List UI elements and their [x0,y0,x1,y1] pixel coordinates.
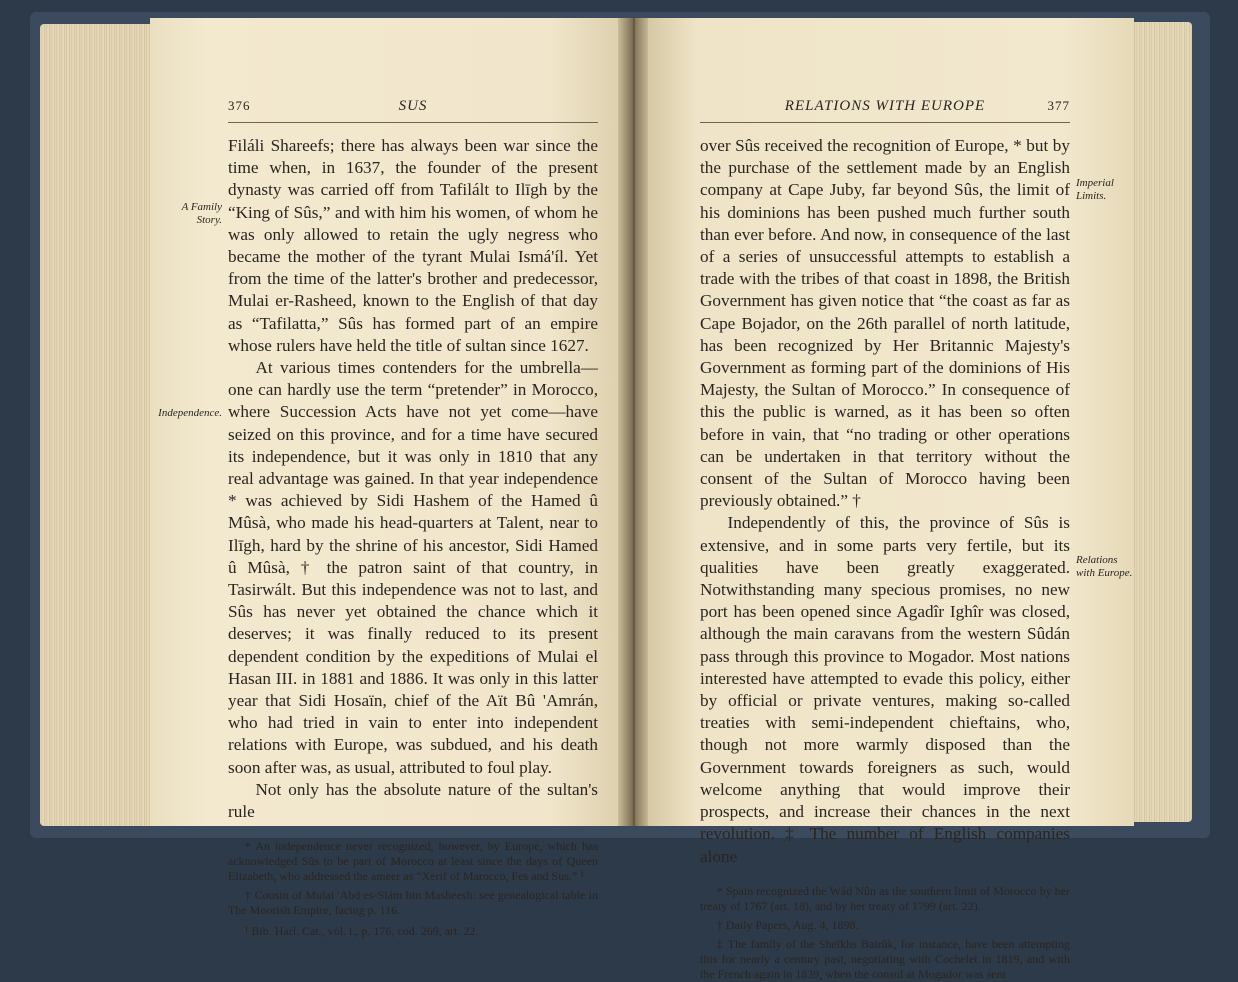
right-footnote-1: * Spain recognized the Wád Nûn as the southern limit of Morocco by her treaty of 1767 (art. 18), and by her treaty of 1799 (art. 22). [700,883,1070,913]
right-body-text [700,135,1133,868]
right-running-head: RELATIONS WITH EUROPE [784,98,986,114]
left-paragraph-2: At various times contenders for the umbrella—one can hardly use the term “pretender” in Morocco, where Succession Acts have not yet come—have seized on this province, and for a time have secured its independence, but it was only in 1810 that any real advantage was gained. In that year independence * was achieved by Sidi Hashem of the Hamed û Mûsà, who made his head-quarters at Talent, near to Ilīgh, hard by the shrine of his ancestor, Sidi Hamed û Mûsà, † the patron saint of that country, in Tasirwált. But this independence was not to last, and Sûs has never yet obtained the chance which it deserves; it was finally reduced to its present dependent condition by the expeditions of Mulai el Hasan III. in 1881 and 1886. It was only in this latter year that Sidi Hosaïn, chief of the Aït Bû 'Amrán, who had tried in vain to enter into independent relations with Europe, was subdued, and his death soon after was, as usual, attributed to foul play. [228,358,598,777]
left-running-header [228,96,598,123]
side-note-family-story: A Family Story. [181,201,222,226]
side-note-imperial-limits: Imperial Limits. [1076,177,1114,202]
right-footnote-2: † Daily Papers, Aug. 4, 1898. [716,917,859,932]
right-page [648,18,1134,981]
left-page-number: 376 [228,98,251,113]
left-body-text [158,135,598,823]
left-running-head: SUS [398,98,428,114]
right-footnote-3: ‡ The family of the Sheïkhs Bairûk, for instance, have been attempting this for nearly a century past, negotiating with Cochelet in 1819, and with the French again in 1839, when the consul at Mogador was sent [700,936,1070,981]
left-paragraph-1: Filáli Shareefs; there has always been war since the time when, in 1637, the founder of the present dynasty was carried off from Tafilált to Ilīgh by the “King of Sûs,” and with him his women, of whom he was only allowed to retain the ugly negress who became the mother of the tyrant Mulai Ismá'íl. Yet from the time of the latter's brother and predecessor, Mulai er-Rasheed, known to the English of that day as “Tafilatta,” Sûs has formed part of an empire whose rulers have held the title of sultan since 1627. [228,136,598,355]
right-running-header [700,96,1070,123]
left-page [150,18,620,939]
right-page-number: 377 [1047,98,1070,113]
right-footnotes [700,884,1070,982]
left-footnote-1: * An independence never recognized, however, by Europe, which has acknowledged Sûs to be part of Morocco at least since the days of Queen Elizabeth, who addressed the ameer as “Xerif of Marocco, Fes and Sus.” ¹ [228,839,598,884]
right-paragraph-2: Independently of this, the province of Sûs is extensive, and in some parts very fertile, but its qualities have been greatly exaggerated. Notwithstanding many specious promises, no new port has been opened since Agadîr Ighîr was closed, although the main caravans from the western Sûdán pass through this province to Mogador. Most nations interested have attempted to evade this policy, either by official or private ventures, making so-called treaties with semi-independent chieftains, who, though not more warmly disposed than the Government towards foreigners as such, would welcome anything that would improve their prospects, and increase their chances in the next revolution. ‡ The number of English companies alone [700,513,1070,866]
side-note-relations: Relations with Europe. [1076,554,1133,580]
side-note-independence: Independence. [158,407,222,420]
right-paragraph-1: over Sûs received the recognition of Europe, * but by the purchase of the settlement made by an English company at Cape Juby, far beyond Sûs, the limit of his dominions has been pushed much further south than ever before. And now, in consequence of the last of a series of unsuccessful attempts to establish a trade with the tribes of that coast in 1898, the British Government has given notice that “the coast as far as Cape Bojador, on the 26th parallel of north latitude, has been recognized by Her Britannic Majesty's Government as forming part of the dominions of His Majesty, the Sultan of Morocco.” In consequence of this the public is warned, as it has been so often before in vain, that “no trading or other operations can be undertaken in that territory without the consent of the Sultan of Morocco having been previously obtained.” † [700,136,1070,511]
page-edges-right [1130,22,1192,822]
left-footnote-2: † Cousin of Mulai 'Abd es-Slám bin Masheesh: see genealogical table in The Moorish Empire, facing p. 116. [228,888,598,918]
book-gutter [618,18,650,826]
left-footnote-ref: ¹ Bib. Harl. Cat., vol. i., p. 176, cod. 269, art. 22. [244,924,479,939]
left-footnotes [228,839,598,939]
left-paragraph-3: Not only has the absolute nature of the sultan's rule [228,779,598,822]
page-edges-left [40,24,158,826]
